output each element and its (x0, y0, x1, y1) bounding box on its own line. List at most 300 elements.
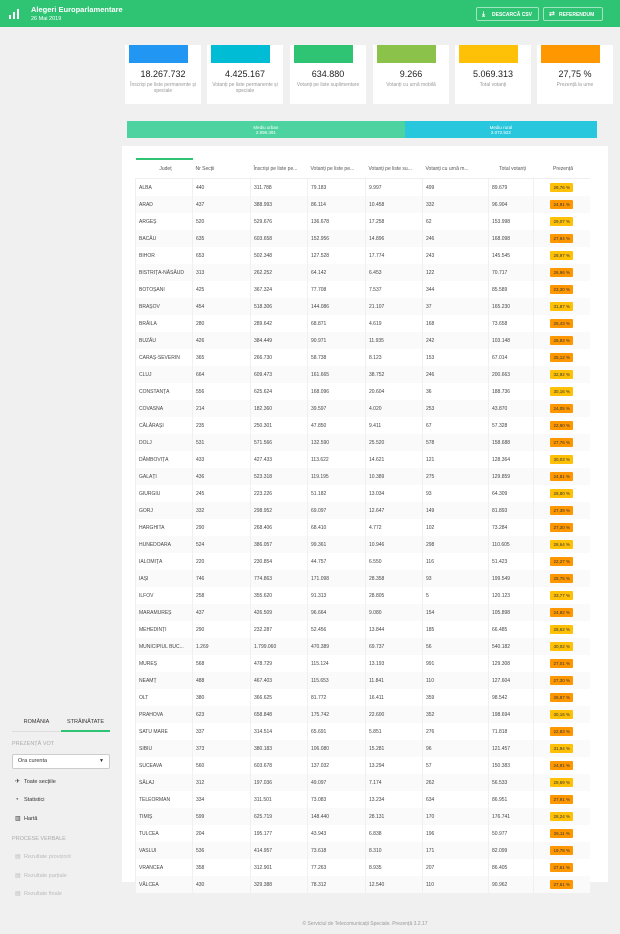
col-turnout-header[interactable]: Prezență (534, 159, 590, 179)
urban-segment (127, 121, 405, 138)
col-voters-permanent-cell: 137.032 (308, 757, 366, 774)
card-value: 9.266 (399, 69, 423, 79)
sidebar-item-all-sections[interactable]: ✈ Toate secțiile (15, 779, 56, 785)
rural-value: 2.072.922 (490, 130, 511, 135)
county-table-panel (122, 146, 608, 888)
col-total-voters-cell: 66.485 (489, 621, 534, 638)
col-registered-cell: 426.509 (251, 604, 308, 621)
col-voters-supplementary-cell: 13.294 (366, 757, 423, 774)
table-row[interactable] (136, 417, 590, 434)
col-voters-mobile-cell: 991 (423, 655, 489, 672)
turnout-badge: 28,69 % (550, 778, 573, 787)
table-row[interactable] (136, 791, 590, 808)
col-voters-supplementary-cell: 5.851 (366, 723, 423, 740)
col-sections-cell: 380 (193, 689, 251, 706)
presence-section-label: PREZENȚĂ VOT (12, 741, 55, 747)
col-voters-mobile-header[interactable]: Votanți cu urnă m... (423, 159, 489, 179)
col-registered-cell: 625.624 (251, 383, 308, 400)
col-registered-cell: 478.729 (251, 655, 308, 672)
col-sections-cell: 235 (193, 417, 251, 434)
turnout-badge: 30,03 % (550, 455, 573, 464)
table-row[interactable] (136, 196, 590, 213)
card-label: Total votanți (479, 82, 507, 88)
col-turnout-cell (534, 281, 590, 298)
turnout-badge: 24,82 % (550, 608, 573, 617)
col-voters-mobile-cell: 5 (423, 587, 489, 604)
chevron-down-icon: ▼ (99, 758, 104, 764)
col-voters-mobile-cell: 110 (423, 876, 489, 893)
col-sections-cell: 245 (193, 485, 251, 502)
col-voters-permanent-cell: 127.528 (308, 247, 366, 264)
col-registered-cell: 223.226 (251, 485, 308, 502)
turnout-badge: 26,96 % (550, 268, 573, 277)
col-sections-cell: 531 (193, 434, 251, 451)
table-row[interactable] (136, 349, 590, 366)
col-total-voters-cell: 43.870 (489, 400, 534, 417)
col-voters-mobile-cell: 36 (423, 383, 489, 400)
col-sections-cell: 313 (193, 264, 251, 281)
col-voters-permanent-cell: 115.653 (308, 672, 366, 689)
turnout-badge: 27,39 % (550, 506, 573, 515)
col-county-cell: TULCEA (136, 825, 193, 842)
col-registered-cell: 523.318 (251, 468, 308, 485)
turnout-badge: 28,62 % (550, 625, 573, 634)
col-turnout-cell (534, 332, 590, 349)
col-voters-permanent-cell: 58.738 (308, 349, 366, 366)
col-registered-header[interactable]: Înscriși pe liste pe... (251, 159, 308, 179)
turnout-badge: 27,84 % (550, 234, 573, 243)
sidebar-item-statistics[interactable]: ◔ Statistici (15, 797, 45, 803)
col-voters-supplementary-cell: 7.537 (366, 281, 423, 298)
col-registered-cell: 571.566 (251, 434, 308, 451)
table-row[interactable] (136, 553, 590, 570)
col-voters-supplementary-cell: 8.123 (366, 349, 423, 366)
table-row[interactable] (136, 383, 590, 400)
col-voters-mobile-cell: 67 (423, 417, 489, 434)
turnout-badge: 27,76 % (550, 438, 573, 447)
turnout-badge: 27,30 % (550, 523, 573, 532)
col-turnout-cell (534, 468, 590, 485)
col-turnout-cell (534, 179, 590, 197)
col-county-header[interactable]: Județ (136, 159, 193, 179)
table-body (136, 179, 590, 894)
table-row[interactable] (136, 264, 590, 281)
col-turnout-cell (534, 876, 590, 893)
table-header-row (136, 159, 590, 179)
col-voters-permanent-cell: 96.664 (308, 604, 366, 621)
col-turnout-cell (534, 536, 590, 553)
col-voters-mobile-cell: 246 (423, 230, 489, 247)
document-icon: ▤ (15, 891, 21, 897)
table-row[interactable] (136, 485, 590, 502)
card-color-bar (541, 45, 600, 63)
col-total-voters-cell: 50.977 (489, 825, 534, 842)
col-voters-supplementary-cell: 4.619 (366, 315, 423, 332)
sidebar-item-provisional: ▤ Rezultate provizorii (15, 854, 71, 860)
col-county-cell: GALAȚI (136, 468, 193, 485)
col-voters-mobile-cell: 96 (423, 740, 489, 757)
sidebar-item-final: ▤ Rezultate finale (15, 891, 62, 897)
col-total-voters-cell: 56.533 (489, 774, 534, 791)
col-total-voters-cell: 71.818 (489, 723, 534, 740)
tab-abroad[interactable]: STRĂINĂTATE (61, 719, 110, 732)
col-county-cell: MUNICIPIUL BUC... (136, 638, 193, 655)
col-total-voters-cell: 105.898 (489, 604, 534, 621)
table-row[interactable] (136, 281, 590, 298)
col-registered-cell: 311.788 (251, 179, 308, 197)
document-icon: ▤ (15, 854, 21, 860)
turnout-badge: 30,16 % (550, 710, 573, 719)
col-voters-mobile-cell: 359 (423, 689, 489, 706)
table-row[interactable] (136, 570, 590, 587)
col-county-cell: CONSTANȚA (136, 383, 193, 400)
col-voters-mobile-cell: 62 (423, 213, 489, 230)
table-row[interactable] (136, 230, 590, 247)
col-sections-cell: 220 (193, 553, 251, 570)
col-voters-supplementary-cell: 28.358 (366, 570, 423, 587)
col-total-voters-cell: 90.962 (489, 876, 534, 893)
col-voters-permanent-cell: 49.097 (308, 774, 366, 791)
table-row[interactable] (136, 332, 590, 349)
card-label: Înscriși pe liste permanente și speciale (130, 82, 196, 94)
col-voters-supplementary-cell: 9.997 (366, 179, 423, 197)
col-total-voters-header[interactable]: Total votanți (489, 159, 534, 179)
card-turnout (537, 45, 613, 104)
col-voters-mobile-cell: 276 (423, 723, 489, 740)
table-row[interactable] (136, 179, 590, 197)
app-title: Alegeri Europarlamentare (31, 5, 123, 14)
col-voters-permanent-cell: 69.097 (308, 502, 366, 519)
col-voters-permanent-cell: 51.182 (308, 485, 366, 502)
col-registered-cell: 197.036 (251, 774, 308, 791)
card-value: 27,75 % (558, 69, 592, 79)
turnout-badge: 26,83 % (550, 336, 573, 345)
col-turnout-cell (534, 315, 590, 332)
table-row[interactable] (136, 366, 590, 383)
col-voters-supplementary-cell: 9.411 (366, 417, 423, 434)
col-turnout-cell (534, 502, 590, 519)
col-voters-supplementary-cell: 10.458 (366, 196, 423, 213)
col-voters-mobile-cell: 262 (423, 774, 489, 791)
col-total-voters-cell: 168.098 (489, 230, 534, 247)
col-total-voters-cell: 200.663 (489, 366, 534, 383)
col-registered-cell: 195.177 (251, 825, 308, 842)
table-row[interactable] (136, 723, 590, 740)
col-registered-cell: 232.287 (251, 621, 308, 638)
col-registered-cell: 625.719 (251, 808, 308, 825)
col-total-voters-cell: 86.951 (489, 791, 534, 808)
col-registered-cell: 366.625 (251, 689, 308, 706)
table-row[interactable] (136, 519, 590, 536)
col-total-voters-cell: 81.893 (489, 502, 534, 519)
col-county-cell: GORJ (136, 502, 193, 519)
col-county-cell: BUZĂU (136, 332, 193, 349)
col-registered-cell: 314.514 (251, 723, 308, 740)
turnout-badge: 28,76 % (550, 183, 573, 192)
col-total-voters-cell: 96.904 (489, 196, 534, 213)
col-voters-supplementary-cell: 13.034 (366, 485, 423, 502)
col-registered-cell: 250.301 (251, 417, 308, 434)
referendum-button[interactable]: ⇄ REFERENDUM (543, 7, 603, 21)
turnout-badge: 30,16 % (550, 387, 573, 396)
col-voters-mobile-cell: 57 (423, 757, 489, 774)
col-county-cell: CLUJ (136, 366, 193, 383)
col-voters-permanent-cell: 86.114 (308, 196, 366, 213)
turnout-badge: 28,24 % (550, 812, 573, 821)
turnout-badge: 26,11 % (550, 829, 573, 838)
table-row[interactable] (136, 604, 590, 621)
table-row[interactable] (136, 706, 590, 723)
col-turnout-cell (534, 213, 590, 230)
rural-segment (405, 121, 597, 138)
rural-label: Mediu rural (489, 125, 513, 130)
col-registered-cell: 262.252 (251, 264, 308, 281)
turnout-badge: 28,80 % (550, 489, 573, 498)
col-voters-mobile-cell: 149 (423, 502, 489, 519)
col-registered-cell: 427.433 (251, 451, 308, 468)
col-county-cell: ALBA (136, 179, 193, 197)
col-total-voters-cell: 158.688 (489, 434, 534, 451)
col-sections-cell: 536 (193, 842, 251, 859)
turnout-badge: 25,75 % (550, 574, 573, 583)
time-select[interactable]: Ora curenta ▼ (12, 754, 110, 769)
col-voters-supplementary-cell: 28.131 (366, 808, 423, 825)
col-turnout-cell (534, 672, 590, 689)
col-sections-cell: 599 (193, 808, 251, 825)
col-voters-supplementary-cell: 14.621 (366, 451, 423, 468)
turnout-badge: 33,77 % (550, 591, 573, 600)
col-county-cell: BRAȘOV (136, 298, 193, 315)
col-registered-cell: 329.388 (251, 876, 308, 893)
col-registered-cell: 266.730 (251, 349, 308, 366)
sidebar-item-map[interactable]: ▥ Hartă (15, 816, 38, 822)
card-voters-mobile (373, 45, 449, 104)
col-registered-cell: 1.799.060 (251, 638, 308, 655)
turnout-badge: 19,78 % (550, 846, 573, 855)
col-voters-permanent-cell: 171.098 (308, 570, 366, 587)
table-row[interactable] (136, 400, 590, 417)
table-row[interactable] (136, 502, 590, 519)
table-row[interactable] (136, 672, 590, 689)
table-row[interactable] (136, 808, 590, 825)
col-voters-supplementary-cell: 14.896 (366, 230, 423, 247)
table-row[interactable] (136, 247, 590, 264)
col-voters-permanent-cell: 68.410 (308, 519, 366, 536)
col-voters-mobile-cell: 154 (423, 604, 489, 621)
col-voters-mobile-cell: 171 (423, 842, 489, 859)
col-county-cell: GIURGIU (136, 485, 193, 502)
col-voters-mobile-cell: 275 (423, 468, 489, 485)
col-turnout-cell (534, 247, 590, 264)
col-sections-cell: 524 (193, 536, 251, 553)
col-total-voters-cell: 57.328 (489, 417, 534, 434)
col-voters-mobile-cell: 298 (423, 536, 489, 553)
col-county-cell: MEHEDINȚI (136, 621, 193, 638)
col-total-voters-cell: 121.457 (489, 740, 534, 757)
turnout-badge: 25,43 % (550, 319, 573, 328)
footer: © Serviciul de Telecomunicații Speciale. Prezență 3.2.17 (302, 921, 428, 927)
col-voters-supplementary-cell: 4.772 (366, 519, 423, 536)
table-row[interactable] (136, 774, 590, 791)
col-voters-permanent-cell: 77.708 (308, 281, 366, 298)
card-color-bar (459, 45, 518, 63)
table-row[interactable] (136, 621, 590, 638)
col-total-voters-cell: 198.694 (489, 706, 534, 723)
col-voters-permanent-header[interactable]: Votanți pe liste pe... (308, 159, 366, 179)
table-row[interactable] (136, 859, 590, 876)
col-voters-mobile-cell: 37 (423, 298, 489, 315)
col-voters-mobile-cell: 243 (423, 247, 489, 264)
card-voters-permanent (207, 45, 283, 104)
table-row[interactable] (136, 638, 590, 655)
col-sections-cell: 488 (193, 672, 251, 689)
col-voters-mobile-cell: 93 (423, 485, 489, 502)
col-county-cell: DOLJ (136, 434, 193, 451)
col-turnout-cell (534, 706, 590, 723)
table-row[interactable] (136, 757, 590, 774)
col-turnout-cell (534, 842, 590, 859)
col-county-cell: PRAHOVA (136, 706, 193, 723)
turnout-badge: 27,30 % (550, 676, 573, 685)
col-total-voters-cell: 73.284 (489, 519, 534, 536)
col-voters-mobile-cell: 344 (423, 281, 489, 298)
col-turnout-cell (534, 366, 590, 383)
col-county-cell: COVASNA (136, 400, 193, 417)
col-voters-permanent-cell: 113.622 (308, 451, 366, 468)
turnout-badge: 22,83 % (550, 727, 573, 736)
col-sections-cell: 1.269 (193, 638, 251, 655)
col-sections-cell: 437 (193, 604, 251, 621)
col-voters-permanent-cell: 175.742 (308, 706, 366, 723)
col-voters-mobile-cell: 93 (423, 570, 489, 587)
col-voters-permanent-cell: 43.943 (308, 825, 366, 842)
document-icon: ▤ (15, 873, 21, 879)
table-row[interactable] (136, 876, 590, 893)
turnout-badge: 27,61 % (550, 880, 573, 889)
col-voters-supplementary-cell: 9.080 (366, 604, 423, 621)
col-voters-mobile-cell: 246 (423, 366, 489, 383)
col-registered-cell: 518.306 (251, 298, 308, 315)
col-total-voters-cell: 145.545 (489, 247, 534, 264)
table-row[interactable] (136, 434, 590, 451)
col-voters-permanent-cell: 168.096 (308, 383, 366, 400)
col-total-voters-cell: 51.423 (489, 553, 534, 570)
table-row[interactable] (136, 315, 590, 332)
col-total-voters-cell: 188.736 (489, 383, 534, 400)
table-row[interactable] (136, 451, 590, 468)
col-voters-mobile-cell: 578 (423, 434, 489, 451)
col-county-cell: CĂLĂRAȘI (136, 417, 193, 434)
col-total-voters-cell: 199.549 (489, 570, 534, 587)
table-row[interactable] (136, 825, 590, 842)
col-total-voters-cell: 165.230 (489, 298, 534, 315)
col-registered-cell: 230.854 (251, 553, 308, 570)
col-voters-permanent-cell: 161.665 (308, 366, 366, 383)
col-total-voters-cell: 70.717 (489, 264, 534, 281)
col-voters-mobile-cell: 207 (423, 859, 489, 876)
col-county-cell: NEAMȚ (136, 672, 193, 689)
col-county-cell: ARAD (136, 196, 193, 213)
table-row[interactable] (136, 842, 590, 859)
col-voters-supplementary-cell: 21.107 (366, 298, 423, 315)
table-row[interactable] (136, 468, 590, 485)
col-registered-cell: 312.901 (251, 859, 308, 876)
download-csv-button[interactable]: ⤓ DESCARCĂ CSV (476, 7, 539, 21)
col-turnout-cell (534, 264, 590, 281)
col-county-cell: ARGEȘ (136, 213, 193, 230)
col-county-cell: BIHOR (136, 247, 193, 264)
col-total-voters-cell: 127.604 (489, 672, 534, 689)
tab-romania[interactable]: ROMÂNIA (23, 719, 50, 725)
col-total-voters-cell: 98.542 (489, 689, 534, 706)
col-registered-cell: 380.183 (251, 740, 308, 757)
turnout-badge: 24,05 % (550, 404, 573, 413)
col-voters-permanent-cell: 106.080 (308, 740, 366, 757)
card-color-bar (129, 45, 188, 63)
turnout-badge: 24,91 % (550, 761, 573, 770)
col-voters-supplementary-cell: 8.310 (366, 842, 423, 859)
urban-rural-bar (127, 121, 597, 138)
col-turnout-cell (534, 519, 590, 536)
turnout-badge: 32,92 % (550, 370, 573, 379)
col-voters-supplementary-cell: 11.841 (366, 672, 423, 689)
col-turnout-cell (534, 383, 590, 400)
table-row[interactable] (136, 655, 590, 672)
col-total-voters-cell: 89.679 (489, 179, 534, 197)
col-voters-permanent-cell: 44.757 (308, 553, 366, 570)
col-voters-permanent-cell: 81.772 (308, 689, 366, 706)
plane-icon: ✈ (15, 779, 21, 785)
col-registered-cell: 384.449 (251, 332, 308, 349)
table-row[interactable] (136, 689, 590, 706)
col-voters-supplementary-cell: 7.174 (366, 774, 423, 791)
col-voters-mobile-cell: 110 (423, 672, 489, 689)
map-icon: ▥ (15, 816, 21, 822)
col-sections-cell: 433 (193, 451, 251, 468)
chart-pie-icon: ◔ (15, 797, 19, 803)
col-voters-permanent-cell: 73.083 (308, 791, 366, 808)
col-turnout-cell (534, 723, 590, 740)
col-voters-supplementary-header[interactable]: Votanți pe liste su... (366, 159, 423, 179)
table-row[interactable] (136, 536, 590, 553)
card-voters-supplementary (290, 45, 366, 104)
card-color-bar (294, 45, 353, 63)
col-turnout-cell (534, 587, 590, 604)
verbal-section-label: PROCESE VERBALE (12, 836, 66, 842)
col-voters-supplementary-cell: 25.520 (366, 434, 423, 451)
col-county-cell: DÂMBOVIȚA (136, 451, 193, 468)
col-voters-supplementary-cell: 12.540 (366, 876, 423, 893)
region-tabs (12, 716, 110, 732)
col-voters-permanent-cell: 90.971 (308, 332, 366, 349)
col-voters-supplementary-cell: 17.774 (366, 247, 423, 264)
col-turnout-cell (534, 757, 590, 774)
col-sections-header[interactable]: Nr Secții (193, 159, 251, 179)
col-voters-permanent-cell: 470.389 (308, 638, 366, 655)
col-turnout-cell (534, 298, 590, 315)
col-voters-mobile-cell: 153 (423, 349, 489, 366)
col-turnout-cell (534, 740, 590, 757)
table-row[interactable] (136, 740, 590, 757)
turnout-badge: 30,02 % (550, 642, 573, 651)
col-registered-cell: 355.620 (251, 587, 308, 604)
table-row[interactable] (136, 298, 590, 315)
col-turnout-cell (534, 196, 590, 213)
col-county-cell: SĂLAJ (136, 774, 193, 791)
card-label: Votanți pe liste suplimentare (296, 82, 360, 88)
table-row[interactable] (136, 587, 590, 604)
table-row[interactable] (136, 213, 590, 230)
